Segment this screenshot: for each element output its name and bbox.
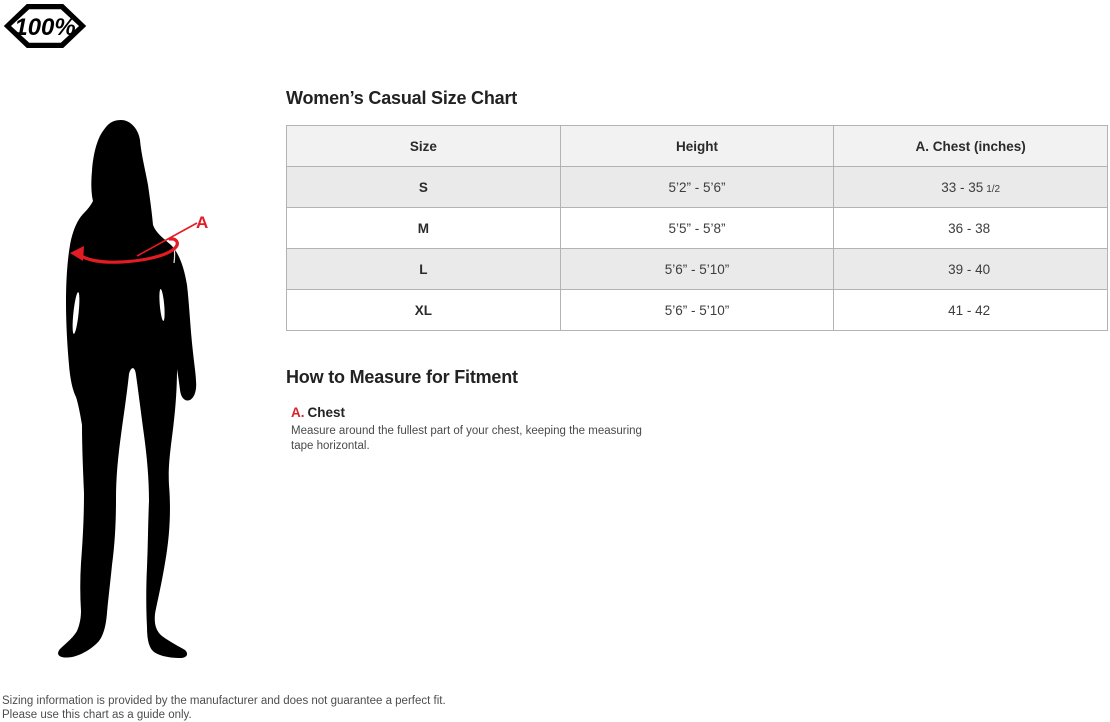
- main-content: [286, 88, 1108, 454]
- height-value: 5’2” - 5’6”: [560, 167, 834, 208]
- measure-item-name: Chest: [307, 405, 346, 420]
- height-value: 5’6” - 5’10”: [560, 290, 834, 331]
- height-value: 5’6” - 5’10”: [560, 249, 834, 290]
- chest-range: 36 - 38: [948, 220, 991, 236]
- table-row-xl: [287, 290, 1108, 331]
- chest-range: 33 - 35: [941, 179, 984, 195]
- table-row-s: [287, 167, 1108, 208]
- measure-item-description: Measure around the fullest part of your chest, keeping the measuring tape horizontal.: [291, 425, 642, 452]
- measurement-figure: [50, 117, 220, 662]
- chest-value: [834, 249, 1108, 290]
- size-value: M: [287, 208, 561, 249]
- footer-disclaimer-line1: Sizing information is provided by the manufacturer and does not guarantee a perfect fit.: [2, 695, 446, 707]
- logo-badge-icon: [2, 3, 88, 49]
- chest-value: [834, 167, 1108, 208]
- measure-item-head: [291, 405, 1108, 420]
- column-header-chest: A. Chest (inches): [834, 126, 1108, 167]
- size-value: S: [287, 167, 561, 208]
- figure-annotation-label: A: [196, 213, 209, 232]
- measure-section-title: How to Measure for Fitment: [286, 367, 518, 387]
- measure-item-letter: A.: [291, 405, 305, 420]
- logo-text: 100%: [14, 14, 76, 42]
- size-value: XL: [287, 290, 561, 331]
- table-row-l: [287, 249, 1108, 290]
- height-value: 5’5” - 5’8”: [560, 208, 834, 249]
- woman-silhouette-icon: [50, 117, 220, 662]
- chest-range: 39 - 40: [948, 261, 991, 277]
- chest-range: 41 - 42: [948, 302, 991, 318]
- size-chart-title: Women’s Casual Size Chart: [286, 88, 518, 108]
- chest-value: [834, 290, 1108, 331]
- footer-disclaimer-line2: Please use this chart as a guide only.: [2, 709, 192, 721]
- brand-logo: [2, 3, 88, 49]
- footer-disclaimer: [2, 694, 446, 722]
- measure-item-chest: [291, 405, 1108, 454]
- table-row-m: [287, 208, 1108, 249]
- column-header-size: Size: [287, 126, 561, 167]
- chest-fraction: 1/2: [986, 183, 1001, 195]
- size-chart-table: [286, 125, 1108, 331]
- size-value: L: [287, 249, 561, 290]
- table-header-row: [287, 126, 1108, 167]
- chest-value: [834, 208, 1108, 249]
- column-header-height: Height: [560, 126, 834, 167]
